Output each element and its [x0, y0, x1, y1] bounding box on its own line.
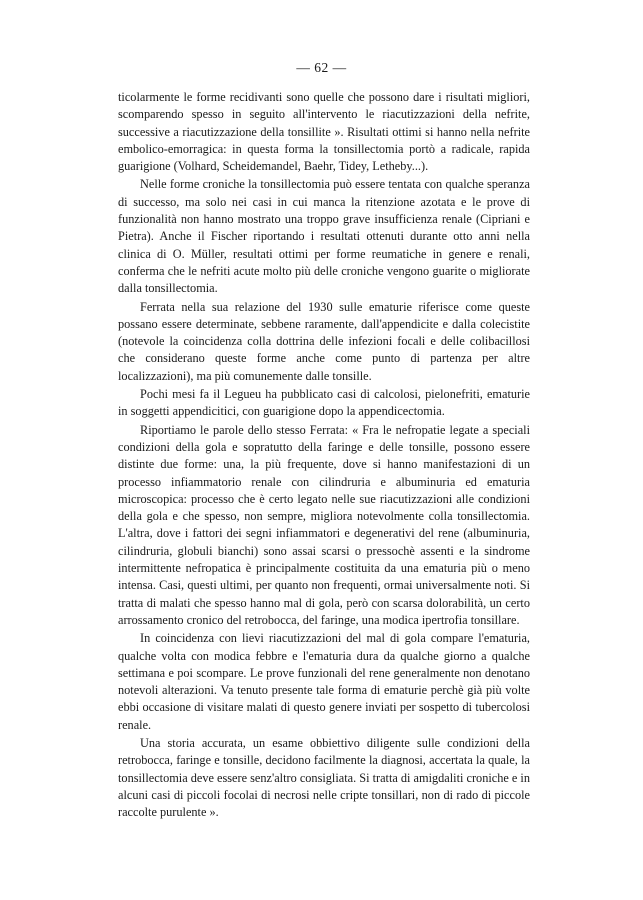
paragraph-4: Pochi mesi fa il Legueu ha pubblicato casi di calcolosi, pielonefriti, ematurie in soggetti appendicitici, con guarigione dopo la appendicectomia.	[118, 387, 530, 419]
paragraph-5: Riportiamo le parole dello stesso Ferrata: « Fra le nefropatie legate a speciali condizioni della gola e sopratutto della faringe e delle tonsille, possono essere distinte due forme: una, la più frequente, dove si hanno manifestazioni di un processo infiammatorio renale con cilindruria e albuminuria ed ematuria microscopica: processo che è certo legato nelle sue riacutizzazioni alle condizioni della gola e che spesso, non sempre, migliora notevolmente colla tonsillectomia. L'altra, dove i fattori dei segni infiammatori e degenerativi del rene (albuminuria, cilindruria, globuli bianchi) sono assai scarsi o pressochè assenti e la sindrome intermittente nefropatica è principalmente costituita da una ematuria più o meno intensa. Casi, questi ultimi, per quanto non frequenti, ormai universalmente noti. Si tratta di malati che spesso hanno mal di gola, però con scarsa dolorabilità, un certo arrossamento cronico del retrobocca, del faringe, una modica ipertrofia tonsillare.	[118, 422, 530, 627]
paragraph-3: Ferrata nella sua relazione del 1930 sulle ematurie riferisce come queste possano essere determinate, sebbene raramente, dall'appendicite e dalla colecistite (notevole la coincidenza colla dottrina delle infezioni focali e delle colibacillosi che considerano queste forme anche come punto di partenza per altre localizzazioni), ma più comunemente dalle tonsille.	[118, 299, 530, 383]
paragraph-1: ticolarmente le forme recidivanti sono quelle che possono dare i risultati migliori, scomparendo spesso in seguito all'intervento le riacutizzazioni della nefrite, successive a riacutizzazione della tonsillite ». Risultati ottimi si hanno nella nefrite embolico-emorragica: in questa forma la tonsillectomia portò a radicale, rapida guarigione (Volhard, Scheidemandel, Baehr, Tidey, Letheby...).	[118, 90, 530, 174]
body-text	[118, 89, 530, 821]
paragraph-6: In coincidenza con lievi riacutizzazioni del mal di gola compare l'ematuria, qualche volta con modica febbre e l'ematuria dura da qualche giorno a qualche settimana e poi scompare. Le prove funzionali del rene generalmente non denotano notevoli alterazioni. Va tenuto presente tale forma di ematurie perchè già più volte ebbi occasione di visitare malati di questo genere inviati per sospetto di tubercolosi renale.	[118, 631, 530, 732]
paragraph-7: Una storia accurata, un esame obbiettivo diligente sulle condizioni della retrobocca, faringe e tonsille, decidono facilmente la diagnosi, accertata la quale, la tonsillectomia deve essere senz'altro consigliata. Si tratta di amigdaliti croniche e in alcuni casi di piccoli focolai di necrosi nelle cripte tonsillari, non di rado di piccole raccolte purulente ».	[118, 735, 530, 820]
paragraph-2: Nelle forme croniche la tonsillectomia può essere tentata con qualche speranza di successo, ma solo nei casi in cui manca la ritenzione azotata e le prove di funzionalità non hanno mostrato una troppo grave insufficienza renale (Cipriani e Pietra). Anche il Fischer riportando i resultati ottenuti durante otto anni nella clinica di O. Müller, resultati ottimi per forme reumatiche in genere e renali, conferma che le nefriti acute molto più delle croniche vengono guarite o migliorate dalla tonsillectomia.	[118, 177, 530, 296]
page-number: — 62 —	[296, 60, 347, 75]
